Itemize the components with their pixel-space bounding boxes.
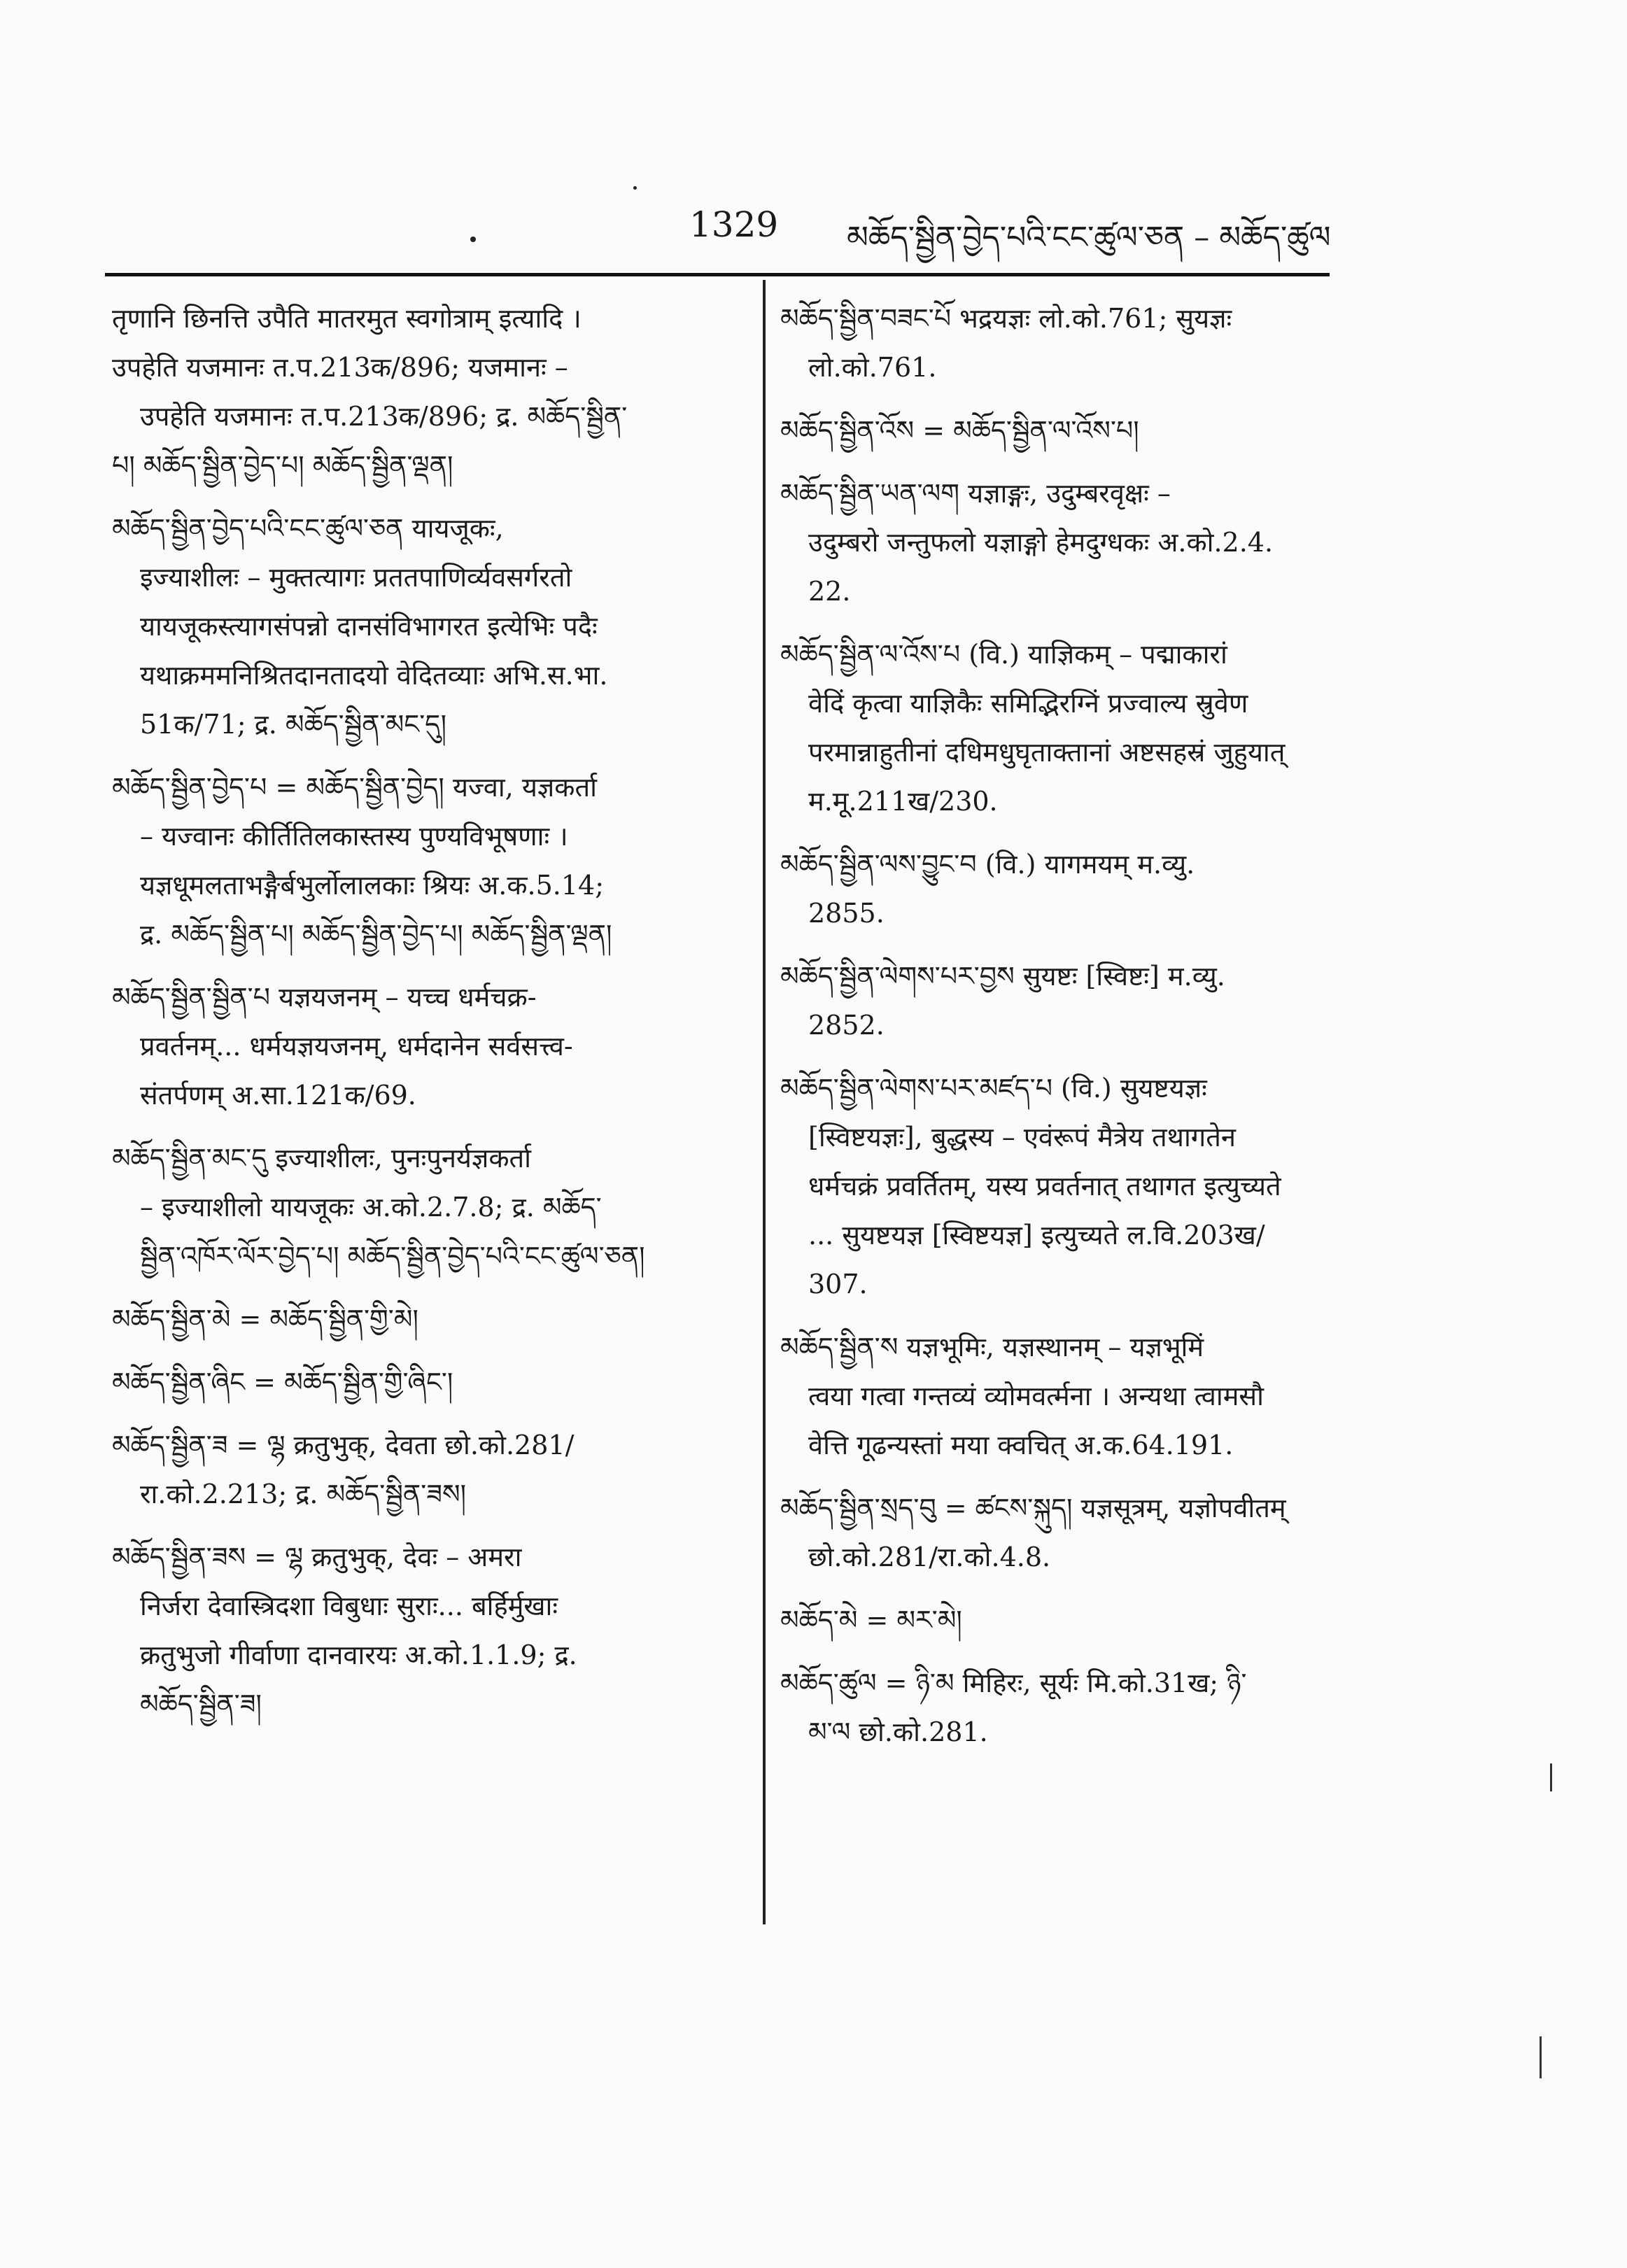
entry-line: उपहेति यजमानः त.प.213क/896; द्र. མཆོད་སྦྱིན་ [140, 401, 628, 432]
entry [780, 630, 1361, 826]
headword-line: མཆོད་སྦྱིན་ལེགས་པར་མཛད་པ (वि.) सुयष्टयज्ञः [780, 1073, 1207, 1104]
headword-line: མཆོད་སྦྱིན་ཡན་ལག यज्ञाङ्गः, उदुम्बरवृक्षः – [780, 478, 1171, 509]
entry [112, 973, 742, 1120]
headword-line: མཆོད་སྦྱིན་ཟས = ལྷ क्रतुभुक्, देवः – अमरा [112, 1542, 522, 1572]
entry-line: यज्ञधूमलताभङ्गैर्बभुर्लोलालकाः श्रियः अ.क.5.14; [140, 870, 605, 901]
entry-line: क्रतुभुजो गीर्वाणा दानवारयः अ.को.1.1.9; द्र. [140, 1640, 577, 1670]
headword-line: མཆོད་སྦྱིན་ལས་བྱུང་བ (वि.) यागमयम् म.व्यु. [780, 849, 1195, 880]
entry [780, 294, 1361, 392]
headword-line: མཆོད་སྦྱིན་སྦྱིན་པ यज्ञयजनम् – यच्च धर्मचक्र- [112, 982, 537, 1013]
entry [112, 294, 742, 490]
running-head: མཆོད་སྦྱིན་བྱེད་པའི་ངང་ཚུལ་ཅན – མཆོད་ཚུལ [847, 220, 1331, 255]
headword-line: མཆོད་ཚུལ = ཉི་མ मिहिरः, सूर्यः मि.को.31ख; ཉི་ [780, 1668, 1247, 1698]
entry [112, 1134, 742, 1281]
entry [780, 1658, 1361, 1756]
entry [112, 1295, 742, 1344]
entry-line: यथाक्रममनिश्रितदानतादयो वेदितव्याः अभि.स.भा. [140, 660, 608, 691]
entry-line: म.मू.211ख/230. [808, 786, 998, 817]
entry [780, 469, 1361, 616]
headword-line: མཆོད་སྦྱིན་འོས = མཆོད་སྦྱིན་ལ་འོས་པ། [780, 415, 1139, 446]
headword-line: མཆོད་སྦྱིན་བཟང་པོ भद्रयज्ञः लो.को.761; सुयज्ञः [780, 303, 1232, 334]
entry [780, 1596, 1361, 1644]
entry-line: उदुम्बरो जन्तुफलो यज्ञाङ्गो हेमदुग्धकः अ.को.2.4. [808, 527, 1274, 558]
header-rule [105, 273, 1330, 276]
entry-line: – यज्वानः कीर्तितिलकास्तस्य पुण्यविभूषणाः । [140, 821, 568, 852]
entry-line: 307. [808, 1269, 868, 1299]
entry-line: 2855. [808, 898, 885, 929]
entry-line: तृणानि छिनत्ति उपैति मातरमुत स्वगोत्राम् इत्यादि । [112, 303, 582, 334]
margin-mark [1540, 2036, 1542, 2078]
entry-line: ... सुयष्टयज्ञ [स्विष्टयज्ञ] इत्युच्यते ल.वि.203ख/ [808, 1220, 1265, 1251]
entry [112, 504, 742, 749]
entry-line: परमान्नाहुतीनां दधिमधुघृताक्तानां अष्टसहस्रं जुहुयात् [808, 737, 1286, 768]
page-number: 1329 [689, 204, 779, 245]
margin-mark [1550, 1763, 1552, 1791]
page-header [0, 196, 1627, 266]
headword-line: མཆོད་སྦྱིན་ཞིང = མཆོད་སྦྱིན་གྱི་ཞིང་། [112, 1367, 453, 1397]
headword-line: མཆོད་སྦྱིན་བྱེད་པའི་ངང་ཚུལ་ཅན यायजूकः, [112, 513, 504, 544]
entry [112, 1421, 742, 1519]
headword-line: མཆོད་སྦྱིན་ལ་འོས་པ (वि.) याज्ञिकम् – पद्माकारां [780, 639, 1227, 670]
headword-line: མཆོད་མེ = མར་མེ། [780, 1605, 962, 1635]
speck-mark [633, 186, 637, 190]
entry-line: 2852. [808, 1010, 885, 1041]
entry-line: रा.को.2.213; द्र. མཆོད་སྦྱིན་ཟས། [140, 1479, 467, 1509]
column-divider [763, 280, 766, 1924]
entry-line: प्रवर्तनम्... धर्मयज्ञयजनम्, धर्मदानेन सर्वसत्त्व- [140, 1031, 573, 1062]
entry-line: [स्विष्टयज्ञः], बुद्धस्य – एवंरूपं मैत्रेय तथागतेन [808, 1122, 1236, 1153]
entry-line: वेत्ति गूढन्यस्तां मया क्वचित् अ.क.64.191. [808, 1430, 1234, 1460]
entry-line: 22. [808, 576, 851, 607]
entry-line: छो.को.281/रा.को.4.8. [808, 1542, 1051, 1572]
entry-line: यायजूकस्त्यागसंपन्नो दानसंविभागरत इत्येभिः पदैः [140, 611, 598, 642]
entry-line: པ། མཆོད་སྦྱིན་བྱེད་པ། མཆོད་སྦྱིན་ལྡན། [112, 450, 453, 481]
entry-line: སྦྱིན་འཁོར་ལོར་བྱེད་པ། མཆོད་སྦྱིན་བྱེད་པའི་ངང་ཚུལ་ཅན། [140, 1241, 645, 1272]
entry [780, 406, 1361, 455]
entry-line: त्वया गत्वा गन्तव्यं व्योमवर्त्मना । अन्यथा त्वामसौ [808, 1381, 1264, 1411]
entry-line: वेदिं कृत्वा याज्ञिकैः समिद्भिरग्निं प्रज्वाल्य स्रुवेण [808, 688, 1248, 719]
headword-line: མཆོད་སྦྱིན་བྱེད་པ = མཆོད་སྦྱིན་བྱེད། यज्वा, यज्ञकर्ता [112, 772, 597, 803]
entry-line: इज्याशीलः – मुक्तत्यागः प्रततपाणिर्व्यवसर्गरतो [140, 562, 572, 593]
entry [780, 840, 1361, 938]
headword-line: མཆོད་སྦྱིན་ལེགས་པར་བྱས सुयष्टः [स्विष्टः] म.व्यु. [780, 961, 1225, 992]
right-column [780, 294, 1361, 1770]
entry-line: धर्मचक्रं प्रवर्तितम्, यस्य प्रवर्तनात् तथागत इत्युच्यते [808, 1171, 1281, 1202]
headword-line: མཆོད་སྦྱིན་མེ = མཆོད་སྦྱིན་གྱི་མེ། [112, 1304, 418, 1334]
headword-line: མཆོད་སྦྱིན་ས यज्ञभूमिः, यज्ञस्थानम् – यज्ञभूमिं [780, 1332, 1204, 1362]
entry-line: संतर्पणम् अ.सा.121क/69. [140, 1080, 416, 1111]
entry [112, 763, 742, 959]
entry [780, 1064, 1361, 1309]
entry-line: लो.को.761. [808, 352, 937, 383]
entry-line: མཆོད་སྦྱིན་ཟ། [140, 1689, 262, 1719]
entry [112, 1358, 742, 1407]
entry-line: निर्जरा देवास्त्रिदशा विबुधाः सुराः... बर्हिर्मुखाः [140, 1591, 558, 1621]
entry [780, 952, 1361, 1050]
headword-line: མཆོད་སྦྱིན་སྲད་བུ = ཚངས་སྐུད། यज्ञसूत्रम्, यज्ञोपवीतम् [780, 1493, 1286, 1523]
entry [780, 1484, 1361, 1582]
entry-line: उपहेति यजमानः त.प.213क/896; यजमानः – [112, 352, 568, 383]
entry [112, 1533, 742, 1728]
entry-line: མ་ལ छो.को.281. [808, 1717, 988, 1747]
entry-line: 51क/71; द्र. མཆོད་སྦྱིན་མང་དུ། [140, 709, 447, 740]
entry-line: – इज्याशीलो यायजूकः अ.को.2.7.8; द्र. མཆོད་ [140, 1192, 602, 1223]
entry-line: द्र. མཆོད་སྦྱིན་པ། མཆོད་སྦྱིན་བྱེད་པ། མཆོད་སྦྱིན་ལྡན། [140, 919, 612, 950]
headword-line: མཆོད་སྦྱིན་ཟ = ལྷ क्रतुभुक्, देवता छो.को.281/ [112, 1430, 575, 1460]
speck-mark [470, 237, 476, 242]
left-column [112, 294, 742, 1742]
headword-line: མཆོད་སྦྱིན་མང་དུ इज्याशीलः, पुनःपुनर्यज्ञकर्ता [112, 1143, 532, 1174]
entry [780, 1323, 1361, 1470]
